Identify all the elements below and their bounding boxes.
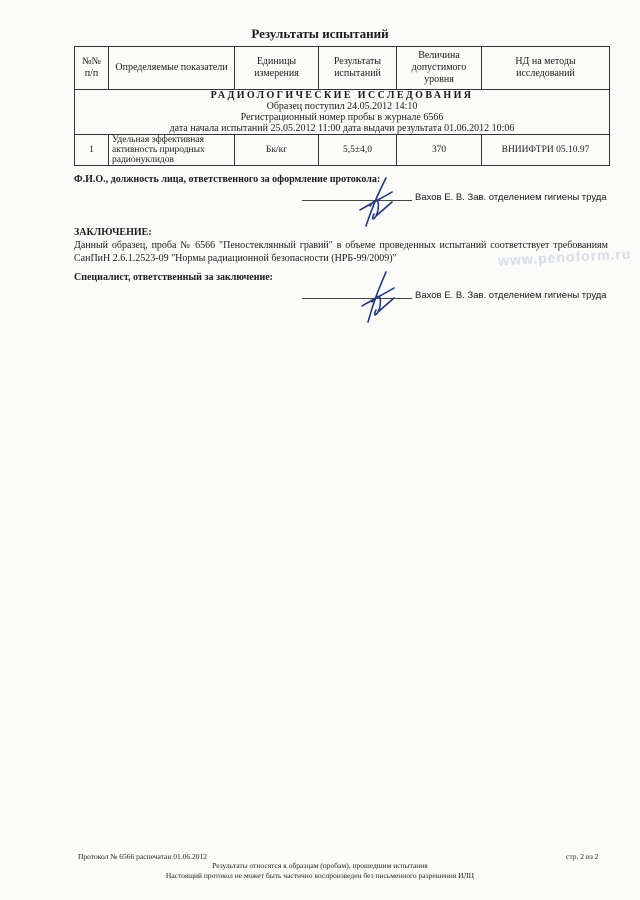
specialist-label: Специалист, ответственный за заключение: xyxy=(74,272,273,283)
signature-responsible xyxy=(356,176,396,232)
conclusion-text: Данный образец, проба № 6566 "Пеностеклянный гравий" в объеме проведенных испытаний соответствует требованиям СанПиН 2.6.1.2523-09 "Нормы радиационной безопасности (НРБ-99/2009)" xyxy=(74,240,608,264)
watermark: www.penoform.ru xyxy=(497,245,632,269)
test-dates: дата начала испытаний 25.05.2012 11:00 дата выдачи результата 01.06.2012 10:06 xyxy=(169,123,515,134)
section-title: РАДИОЛОГИЧЕСКИЕ ИССЛЕДОВАНИЯ xyxy=(210,90,474,101)
section-cell xyxy=(75,90,610,135)
row-unit: Бк/кг xyxy=(235,135,319,166)
footer-note-reproduction: Настоящий протокол не может быть частично воспроизведен без письменного разрешения ИЛЦ xyxy=(165,871,475,880)
table-header-row xyxy=(75,47,610,90)
header-method: НД на методы исследований xyxy=(482,47,610,90)
results-table xyxy=(74,46,610,166)
row-method: ВНИИФТРИ 05.10.97 xyxy=(482,135,610,166)
footer-note-results: Результаты относятся к образцам (пробам), прошедшим испытания xyxy=(212,861,428,870)
table-row xyxy=(75,135,610,166)
responsible-signer: Вахов Е. В. Зав. отделением гигиены труда xyxy=(415,192,607,203)
header-limit: Величина допустимого уровня xyxy=(397,47,482,90)
section-row xyxy=(75,90,610,135)
page-title: Результаты испытаний xyxy=(251,26,389,41)
specialist-signer: Вахов Е. В. Зав. отделением гигиены труда xyxy=(415,290,607,301)
header-result: Результаты испытаний xyxy=(319,47,397,90)
conclusion-heading: ЗАКЛЮЧЕНИЕ: xyxy=(74,227,152,238)
footer-protocol: Протокол № 6566 распечатан 01.06.2012 xyxy=(78,852,207,861)
header-unit: Единицы измерения xyxy=(235,47,319,90)
row-num: 1 xyxy=(75,135,109,166)
responsible-label: Ф.И.О., должность лица, ответственного за оформление протокола: xyxy=(74,174,381,185)
registration-number: Регистрационный номер пробы в журнале 6566 xyxy=(240,112,444,123)
signature-specialist xyxy=(358,270,398,326)
sample-received: Образец поступил 24.05.2012 14:10 xyxy=(266,101,418,112)
row-limit: 370 xyxy=(397,135,482,166)
header-num: №№ п/п xyxy=(75,47,109,90)
row-indicator: Удельная эффективная активность природных радионуклидов xyxy=(109,135,235,166)
row-result: 5,5±4,0 xyxy=(319,135,397,166)
header-indicator: Определяемые показатели xyxy=(109,47,235,90)
footer-page-number: стр. 2 из 2 xyxy=(566,852,599,861)
